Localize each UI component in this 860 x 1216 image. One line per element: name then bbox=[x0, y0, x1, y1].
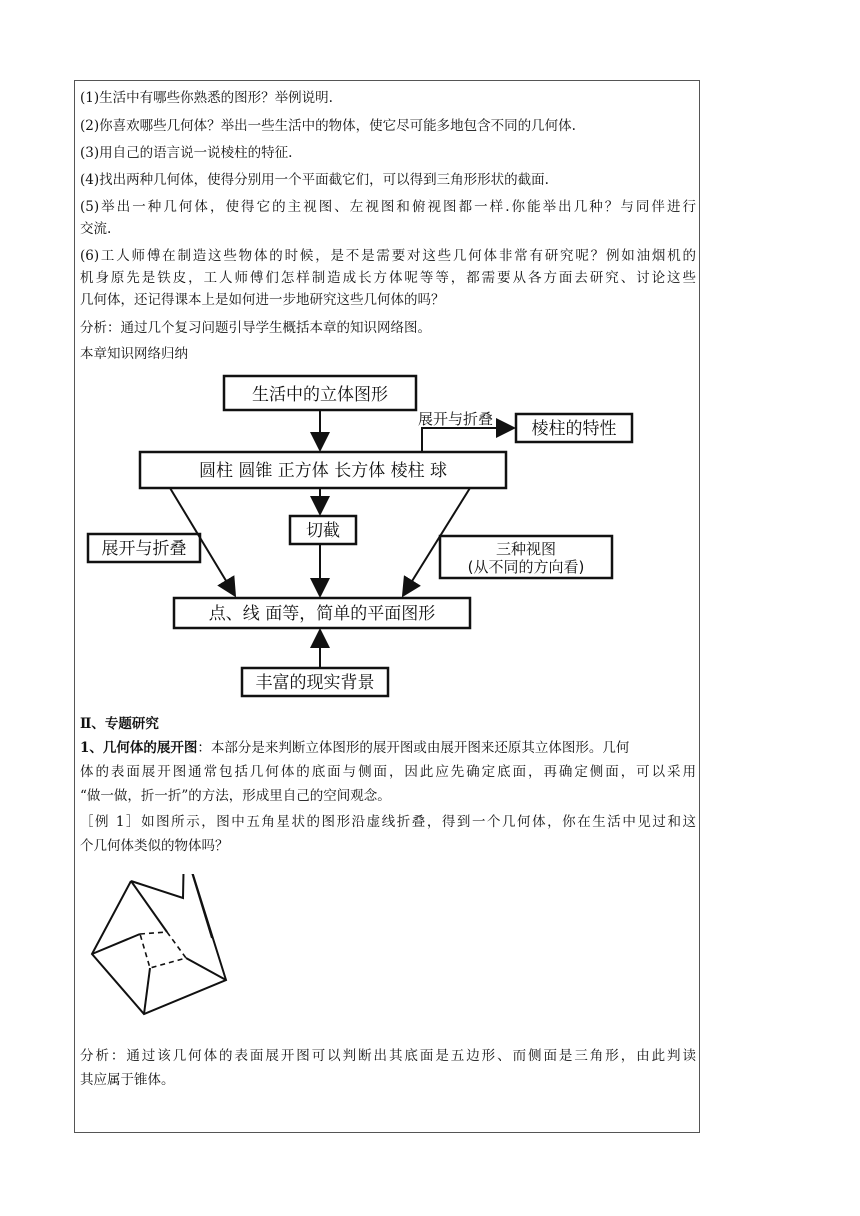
unfold-box-left-text: 展开与折叠 bbox=[101, 539, 187, 559]
solids-box-text: 圆柱 圆锥 正方体 长方体 棱柱 球 bbox=[198, 461, 448, 481]
question-3: (3)用自己的语言说一说棱柱的特征. bbox=[80, 145, 293, 161]
question-5-line-1: (5)举出一种几何体，使得它的主视图、左视图和俯视图都一样.你能举出几种？与同伴进行 bbox=[80, 199, 696, 215]
views-line-1: 三种视图 bbox=[495, 540, 557, 558]
knowledge-network-diagram bbox=[80, 366, 640, 706]
cut-box-text: 切截 bbox=[306, 521, 340, 541]
star-net-figure bbox=[86, 874, 236, 1024]
question-2: (2)你喜欢哪些几何体？举出一些生活中的物体，使它尽可能多地包含不同的几何体. bbox=[80, 118, 576, 134]
topic-1-line-2: 体的表面展开图通常包括几何体的底面与侧面，因此应先确定底面，再确定侧面，可以采用 bbox=[80, 764, 696, 780]
example-1-line-1: ［例 1］如图所示，图中五角星状的图形沿虚线折叠，得到一个几何体，你在生活中见过和这 bbox=[80, 814, 696, 830]
network-title: 本章知识网络归纳 bbox=[80, 346, 188, 362]
question-1: (1)生活中有哪些你熟悉的图形？举例说明. bbox=[80, 90, 333, 106]
topic-1-line-3: “做一做，折一折”的方法，形成里自己的空间观念。 bbox=[80, 788, 391, 804]
analysis-1: 分析：通过几个复习问题引导学生概括本章的知识网络图。 bbox=[80, 320, 431, 336]
unfold-label-top: 展开与折叠 bbox=[418, 410, 494, 428]
topic-1-intro: ：本部分是来判断立体图形的展开图或由展开图来还原其立体图形。几何 bbox=[197, 740, 630, 756]
analysis-2-line-2: 其应属于锥体。 bbox=[80, 1072, 175, 1088]
question-6-line-1: (6)工人师傅在制造这些物体的时候，是不是需要对这些几何体非常有研究呢？例如油烟机的 bbox=[80, 248, 696, 264]
topic-1-line-1 bbox=[80, 738, 696, 758]
example-1-line-2: 个几何体类似的物体吗？ bbox=[80, 838, 229, 854]
prism-box-text: 棱柱的特性 bbox=[531, 419, 617, 439]
plane-box-text: 点、线 面等，简单的平面图形 bbox=[208, 604, 436, 624]
question-4: (4)找出两种几何体，使得分别用一个平面截它们，可以得到三角形形状的截面. bbox=[80, 172, 549, 188]
section-2-heading: Ⅱ、专题研究 bbox=[80, 716, 159, 732]
analysis-2-line-1: 分析：通过该几何体的表面展开图可以判断出其底面是五边形、而侧面是三角形，由此判读 bbox=[80, 1048, 696, 1064]
question-5-line-2: 交流. bbox=[80, 221, 112, 237]
topic-1-title: 1、几何体的展开图 bbox=[80, 740, 198, 756]
question-6-line-3: 几何体，还记得课本上是如何进一步地研究这些几何体的吗？ bbox=[80, 292, 445, 308]
background-box-text: 丰富的现实背景 bbox=[255, 673, 375, 693]
views-line-2: (从不同的方向看) bbox=[467, 558, 585, 576]
top-box-text: 生活中的立体图形 bbox=[252, 385, 388, 405]
question-6-line-2: 机身原先是铁皮，工人师傅们怎样制造成长方体呢等等，都需要从各方面去研究、讨论这些 bbox=[80, 270, 696, 286]
